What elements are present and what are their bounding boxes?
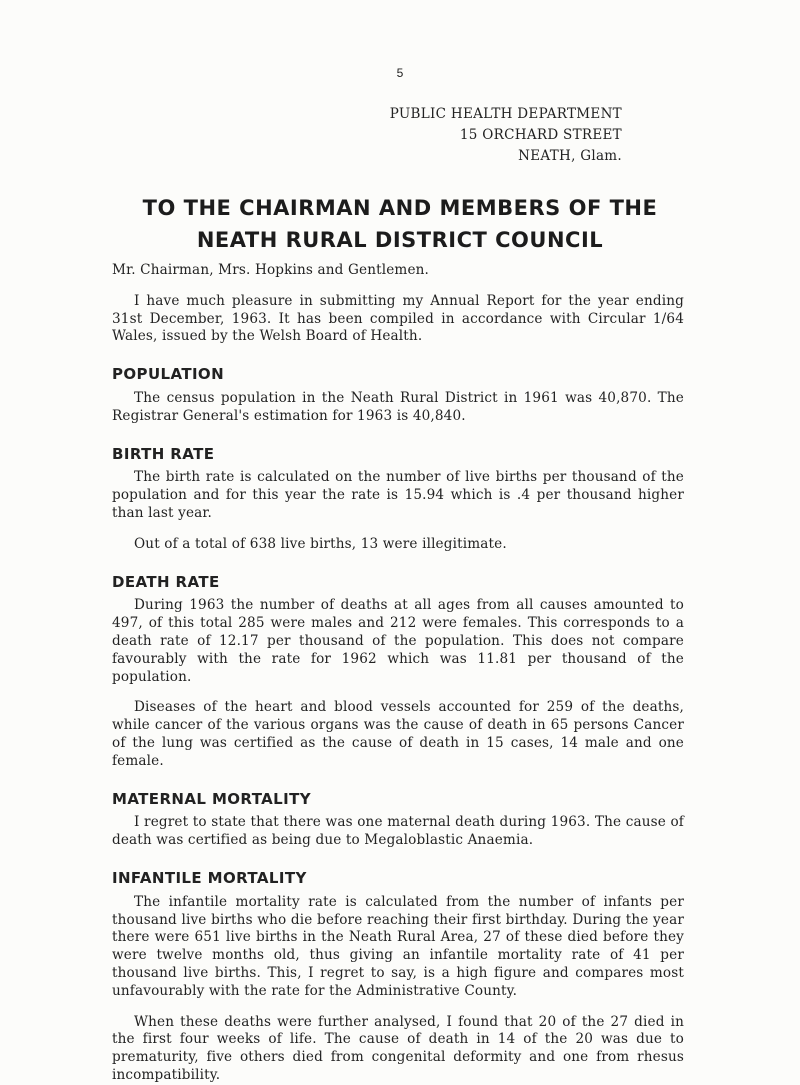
salutation: Mr. Chairman, Mrs. Hopkins and Gentlemen. [112,262,430,278]
headline-line-1: TO THE CHAIRMAN AND MEMBERS OF THE [142,196,658,220]
section-heading-birth-rate: BIRTH RATE [112,444,215,463]
section-heading-population: POPULATION [112,365,225,384]
population-paragraph: The census population in the Neath Rural District in 1961 was 40,870. The Registrar General's estimation for 1963 is 40,840. [112,389,684,424]
death-rate-paragraph-2: Diseases of the heart and blood vessels accounted for 259 of the deaths, while cancer of the various organs was the cause of death in 65 persons Cancer of the lung was certified as the cause of death in 15 cases, 14 male and one female. [112,699,684,769]
section-heading-death-rate: DEATH RATE [112,572,220,591]
section-heading-infantile-mortality: INFANTILE MORTALITY [112,868,307,887]
infantile-mortality-paragraph-2: When these deaths were further analysed, I found that 20 of the 27 died in the first four weeks of life. The cause of death in 14 of the 20 was due to prematurity, five others died from congenital deformity and one from rhesus incompatibility. [112,1013,684,1083]
birth-rate-paragraph-1: The birth rate is calculated on the number of live births per thousand of the population and for this year the rate is 15.94 which is .4 per thousand higher than last year. [112,469,684,521]
address-line-street: 15 ORCHARD STREET [459,127,622,143]
report-headline [0,192,800,256]
section-heading-maternal-mortality: MATERNAL MORTALITY [112,789,312,808]
birth-rate-paragraph-2: Out of a total of 638 live births, 13 were illegitimate. [134,535,507,552]
page-number: 5 [396,66,404,80]
maternal-mortality-paragraph: I regret to state that there was one maternal death during 1963. The cause of death was certified as being due to Megaloblastic Anaemia. [112,814,684,849]
death-rate-paragraph-1: During 1963 the number of deaths at all ages from all causes amounted to 497, of this total 285 were males and 212 were females. This corresponds to a death rate of 12.17 per thousand of the population. This does not compare favourably with the rate for 1962 which was 11.81 per thousand of the population. [112,597,684,685]
address-line-department: PUBLIC HEALTH DEPARTMENT [389,106,622,122]
infantile-mortality-paragraph-1: The infantile mortality rate is calculated from the number of infants per thousand live births who die before reaching their first birthday. During the year there were 651 live births in the Neath Rural Area, 27 of these died before they were twelve months old, thus giving an infantile mortality rate of 41 per thousand live births. This, I regret to say, is a high figure and compares most unfavourably with the rate for the Administrative County. [112,893,684,999]
report-body [112,262,684,1085]
headline-line-2: NEATH RURAL DISTRICT COUNCIL [196,228,604,252]
department-address [390,104,622,167]
intro-paragraph: I have much pleasure in submitting my Annual Report for the year ending 31st December, 1963. It has been compiled in accordance with Circular 1/64 Wales, issued by the Welsh Board of Health. [112,292,684,345]
address-line-town: NEATH, Glam. [518,148,622,164]
